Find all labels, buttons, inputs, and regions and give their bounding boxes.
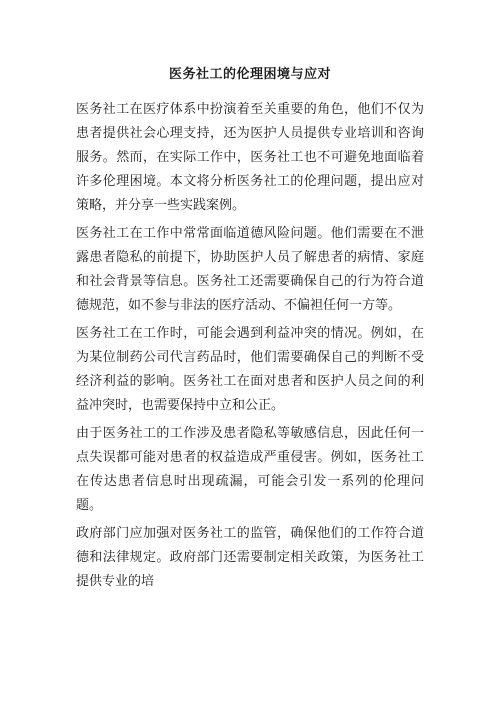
paragraph-privacy-errors: 由于医务社工的工作涉及患者隐私等敏感信息，因此任何一点失误都可能对患者的权益造成严重侵害。例如，医务社工在传达患者信息时出现疏漏，可能会引发一系列的伦理问题。 [76, 426, 424, 513]
paragraph-conflict-of-interest: 医务社工在工作时，可能会遇到利益冲突的情况。例如，在为某位制药公司代言药品时，他们需要确保自己的判断不受经济利益的影响。医务社工在面对患者和医护人员之间的利益冲突时，也需要保持中立和公正。 [76, 326, 424, 413]
paragraph-moral-risk: 医务社工在工作中常常面临道德风险问题。他们需要在不泄露患者隐私的前提下，协助医护人员了解患者的病情、家庭和社会背景等信息。医务社工还需要确保自己的行为符合道德规范，如不参与非法的医疗活动、不偏袒任何一方等。 [76, 226, 424, 313]
paragraph-intro: 医务社工在医疗体系中扮演着至关重要的角色，他们不仅为患者提供社会心理支持，还为医护人员提供专业培训和咨询服务。然而，在实际工作中，医务社工也不可避免地面临着许多伦理困境。本文将分析医务社工的伦理问题，提出应对策略，并分享一些实践案例。 [76, 102, 424, 213]
document-title: 医务社工的伦理困境与应对 [168, 67, 331, 82]
paragraph-government-oversight: 政府部门应加强对医务社工的监管，确保他们的工作符合道德和法律规定。政府部门还需要制定相关政策，为医务社工提供专业的培 [76, 526, 424, 589]
